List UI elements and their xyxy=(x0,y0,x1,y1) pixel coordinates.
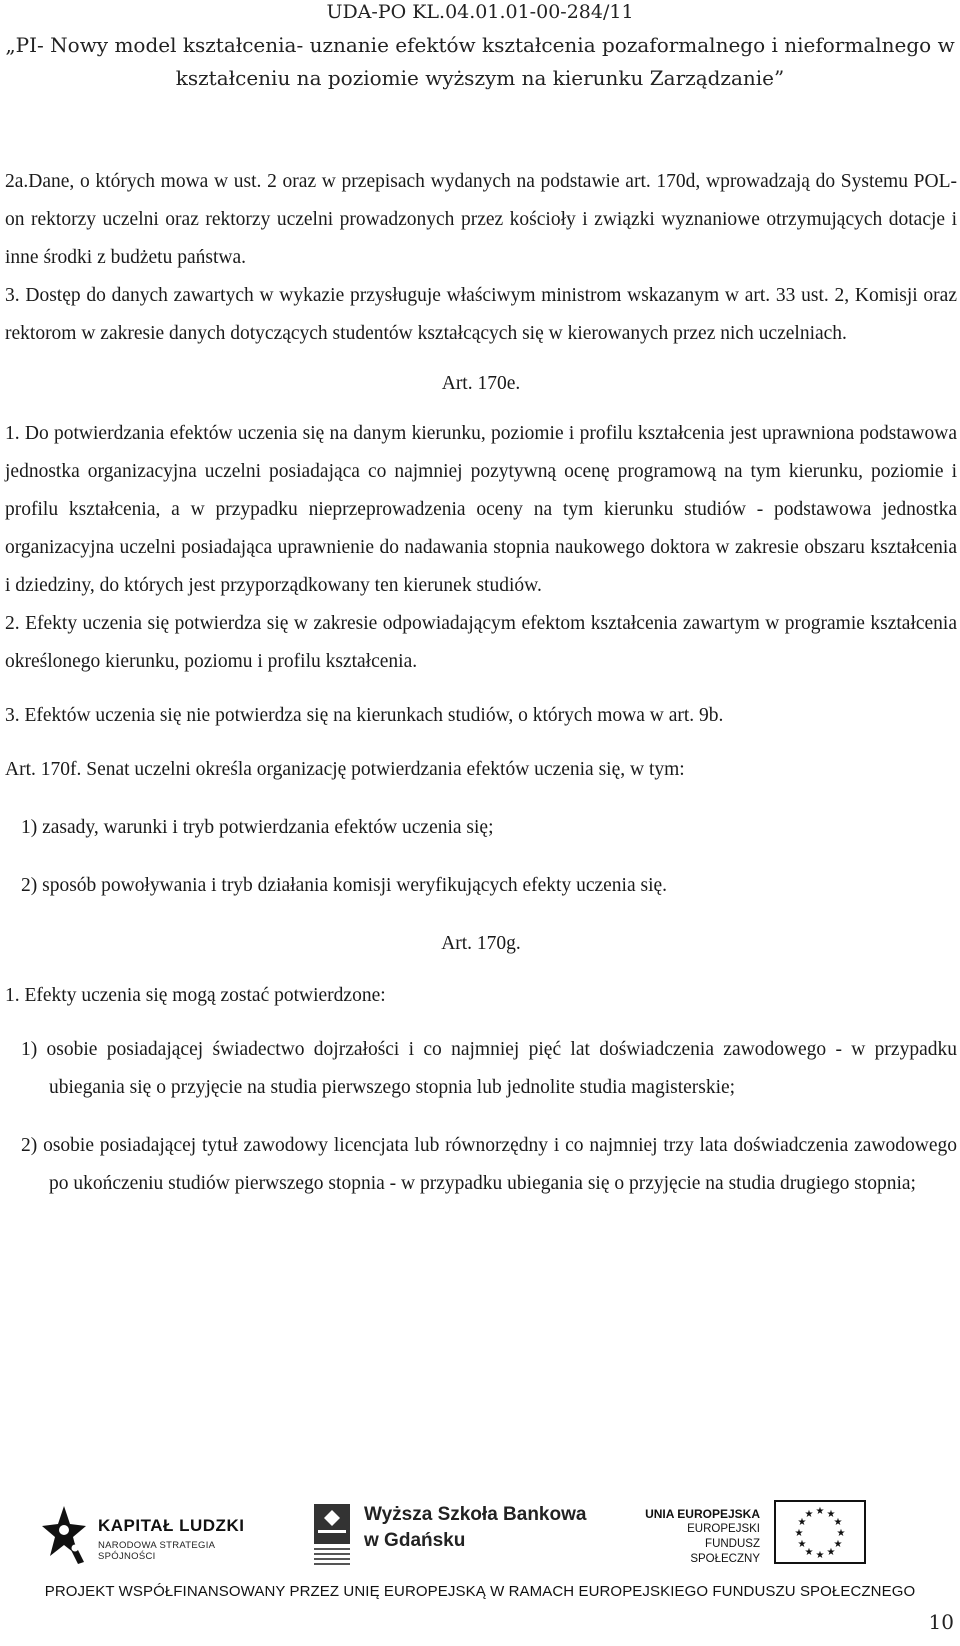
svg-text:★: ★ xyxy=(826,1509,836,1520)
eu-label-line-1: UNIA EUROPEJSKA xyxy=(645,1507,760,1521)
svg-text:★: ★ xyxy=(804,1547,814,1558)
paragraph-3: 3. Dostęp do danych zawartych w wykazie przysługuje właściwym ministrom wskazanym w art. 33 ust. 2, Komisji oraz rektorom w zakresie danych dotyczących studentów kształcących się w kierowanych przez nich uczelniach. xyxy=(5,285,957,344)
eu-flag-icon xyxy=(774,1500,866,1564)
svg-text:★: ★ xyxy=(794,1528,804,1539)
article-170f: Art. 170f. Senat uczelni określa organizację potwierdzania efektów uczenia się, w tym: xyxy=(5,759,685,780)
article-170f-item-2: 2) sposób powoływania i tryb działania komisji weryfikujących efekty uczenia się. xyxy=(21,875,668,896)
svg-text:★: ★ xyxy=(833,1517,843,1528)
wsb-crest-icon xyxy=(310,1502,354,1568)
paragraph-2a: 2a.Dane, o których mowa w ust. 2 oraz w przepisach wydanych na podstawie art. 170d, wprowadzają do Systemu POL-on rektorzy uczelni oraz rektorzy uczelni prowadzonych przez kościoły i związki wyznaniowe otrzymujących dotacje i inne środki z budżetu państwa. xyxy=(5,171,957,268)
article-170e-para-1: 1. Do potwierdzania efektów uczenia się na danym kierunku, poziomie i profilu kształcenia jest uprawniona podstawowa jednostka organizacyjna uczelni posiadająca co najmniej pozytywną ocenę programową na tym kierunku, poziomie i profilu kształcenia, a w przypadku nieprzeprowadzenia oceny na tym kierunku studiów - podstawowa jednostka organizacyjna uczelni posiadająca uprawnienie do nadawania stopnia naukowego doktora w zakresie obszaru kształcenia i dziedziny, do których jest przyporządkowany ten kierunek studiów. xyxy=(5,423,957,596)
article-heading-170e: Art. 170e. xyxy=(441,373,521,394)
kapital-ludzki-logo xyxy=(40,1500,250,1570)
svg-text:★: ★ xyxy=(804,1509,814,1520)
article-170f-item-1: 1) zasady, warunki i tryb potwierdzania efektów uczenia się; xyxy=(21,817,494,838)
article-170g-para-1: 1. Efekty uczenia się mogą zostać potwierdzone: xyxy=(5,985,386,1006)
footer-logos xyxy=(40,1500,920,1576)
article-170g-item-1: 1) osobie posiadającej świadectwo dojrzałości i co najmniej pięć lat doświadczenia zawodowego - w przypadku ubiegania się o przyjęcie na studia pierwszego stopnia lub jednolite studia magisterskie; xyxy=(21,1039,957,1098)
svg-text:★: ★ xyxy=(815,1550,825,1561)
svg-text:★: ★ xyxy=(826,1547,836,1558)
article-170e-para-3: 3. Efektów uczenia się nie potwierdza się na kierunkach studiów, o których mowa w art. 9b. xyxy=(5,705,724,726)
eu-label-line-3: FUNDUSZ SPOŁECZNY xyxy=(690,1538,760,1565)
kapital-ludzki-title: KAPITAŁ LUDZKI xyxy=(98,1516,245,1535)
wsb-gdansk-logo xyxy=(310,1500,640,1570)
eu-label-line-2: EUROPEJSKI xyxy=(687,1523,760,1535)
article-170e-para-2: 2. Efekty uczenia się potwierdza się w zakresie odpowiadającym efektom kształcenia zawartym w programie kształcenia określonego kierunku, poziomu i profilu kształcenia. xyxy=(5,613,957,672)
svg-text:★: ★ xyxy=(833,1539,843,1550)
svg-text:★: ★ xyxy=(797,1517,807,1528)
project-title-line-1: „PI- Nowy model kształcenia- uznanie efektów kształcenia pozaformalnego i nieformalnego w xyxy=(5,33,955,57)
svg-text:★: ★ xyxy=(836,1528,846,1539)
wsb-name-line-2: w Gdańsku xyxy=(364,1530,466,1551)
kapital-ludzki-subtitle: NARODOWA STRATEGIA SPÓJNOŚCI xyxy=(98,1540,215,1562)
document-header xyxy=(0,0,960,95)
svg-text:★: ★ xyxy=(797,1539,807,1550)
wsb-name-line-1: Wyższa Szkoła Bankowa xyxy=(364,1504,587,1525)
cofinancing-statement: PROJEKT WSPÓŁFINANSOWANY PRZEZ UNIĘ EUROPEJSKĄ W RAMACH EUROPEJSKIEGO FUNDUSZU SPOŁECZNEGO xyxy=(44,1583,916,1600)
svg-text:★: ★ xyxy=(815,1506,825,1517)
article-heading-170g: Art. 170g. xyxy=(441,933,521,954)
project-title-line-2: kształceniu na poziomie wyższym na kierunku Zarządzanie” xyxy=(175,66,785,90)
eu-social-fund-logo xyxy=(638,1500,938,1576)
document-body xyxy=(5,163,957,1203)
kapital-ludzki-star-icon xyxy=(40,1504,88,1566)
article-170g-item-2: 2) osobie posiadającej tytuł zawodowy licencjata lub równorzędny i co najmniej trzy lata doświadczenia zawodowego po ukończeniu studiów pierwszego stopnia - w przypadku ubiegania się o przyjęcie na studia drugiego stopnia; xyxy=(21,1135,957,1194)
page-number: 10 xyxy=(928,1610,954,1634)
project-code: UDA-PO KL.04.01.01-00-284/11 xyxy=(326,1,634,23)
